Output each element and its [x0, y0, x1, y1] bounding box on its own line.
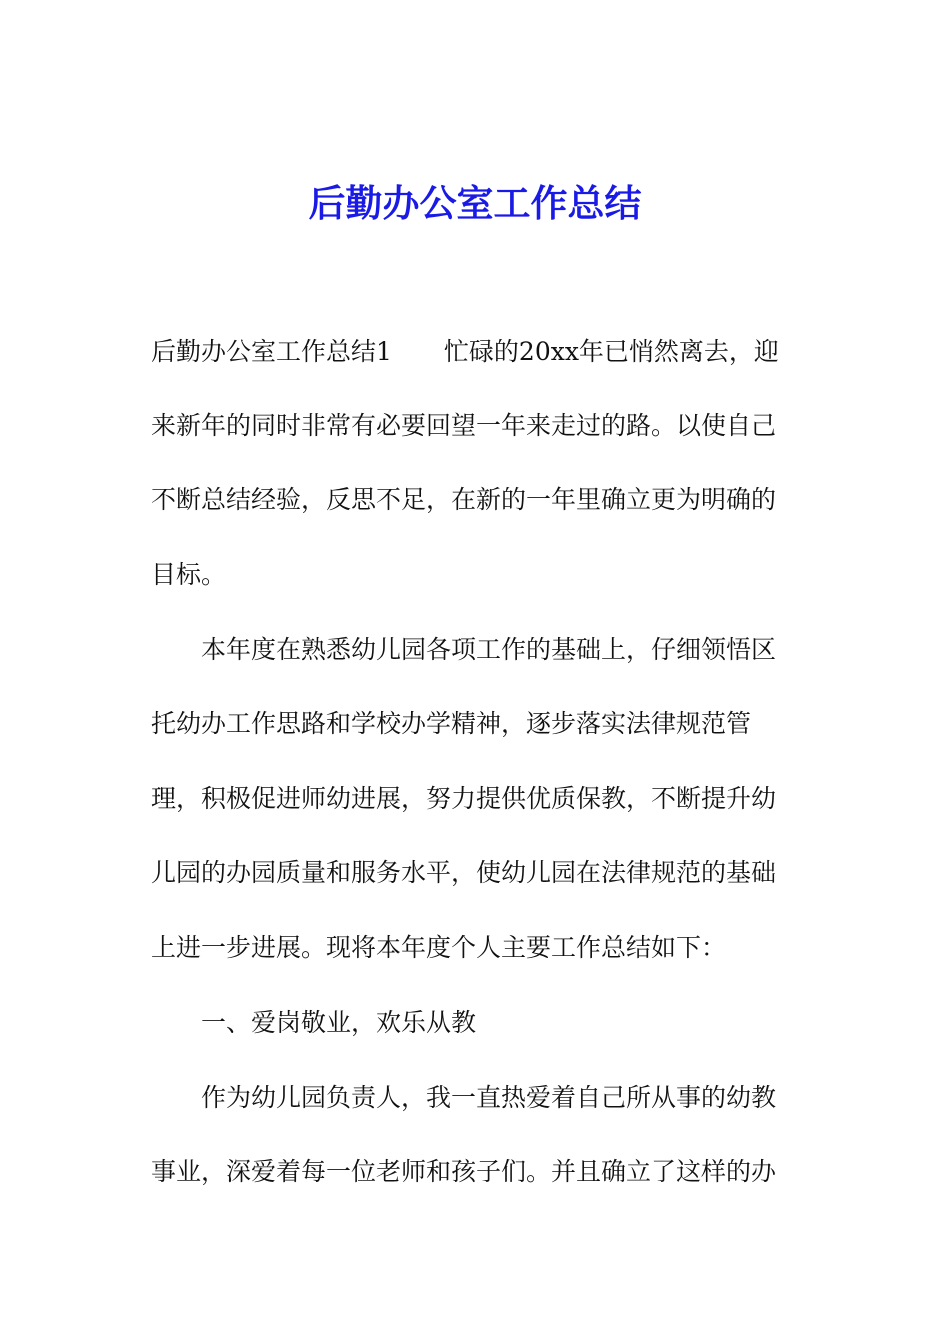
paragraph-line-11: 作为幼儿园负责人，我一直热爱着自己所从事的幼教	[201, 1083, 777, 1112]
paragraph-line-1	[151, 334, 801, 370]
paragraph-line-6: 托幼办工作思路和学校办学精神，逐步落实法律规范管	[151, 709, 752, 738]
document-title: 后勤办公室工作总结	[308, 182, 642, 225]
paragraph-line-12: 事业，深爱着每一位老师和孩子们。并且确立了这样的办	[151, 1157, 777, 1186]
section-heading: 后勤办公室工作总结1	[151, 337, 392, 366]
paragraph-line-8: 儿园的办园质量和服务水平，使幼儿园在法律规范的基础	[151, 858, 777, 887]
paragraph-line-2: 来新年的同时非常有必要回望一年来走过的路。以使自己	[151, 411, 777, 440]
paragraph-line-3: 不断总结经验，反思不足，在新的一年里确立更为明确的	[151, 485, 777, 514]
paragraph-line-9: 上进一步进展。现将本年度个人主要工作总结如下：	[151, 933, 727, 962]
paragraph-line-7: 理，积极促进师幼进展，努力提供优质保教，不断提升幼	[151, 784, 777, 813]
paragraph-line-4: 目标。	[151, 560, 227, 589]
paragraph-text: 忙碌的20xx年已悄然离去，迎	[443, 337, 779, 366]
subsection-heading: 一、爱岗敬业，欢乐从教	[201, 1008, 477, 1037]
paragraph-line-5: 本年度在熟悉幼儿园各项工作的基础上，仔细领悟区	[201, 635, 777, 664]
